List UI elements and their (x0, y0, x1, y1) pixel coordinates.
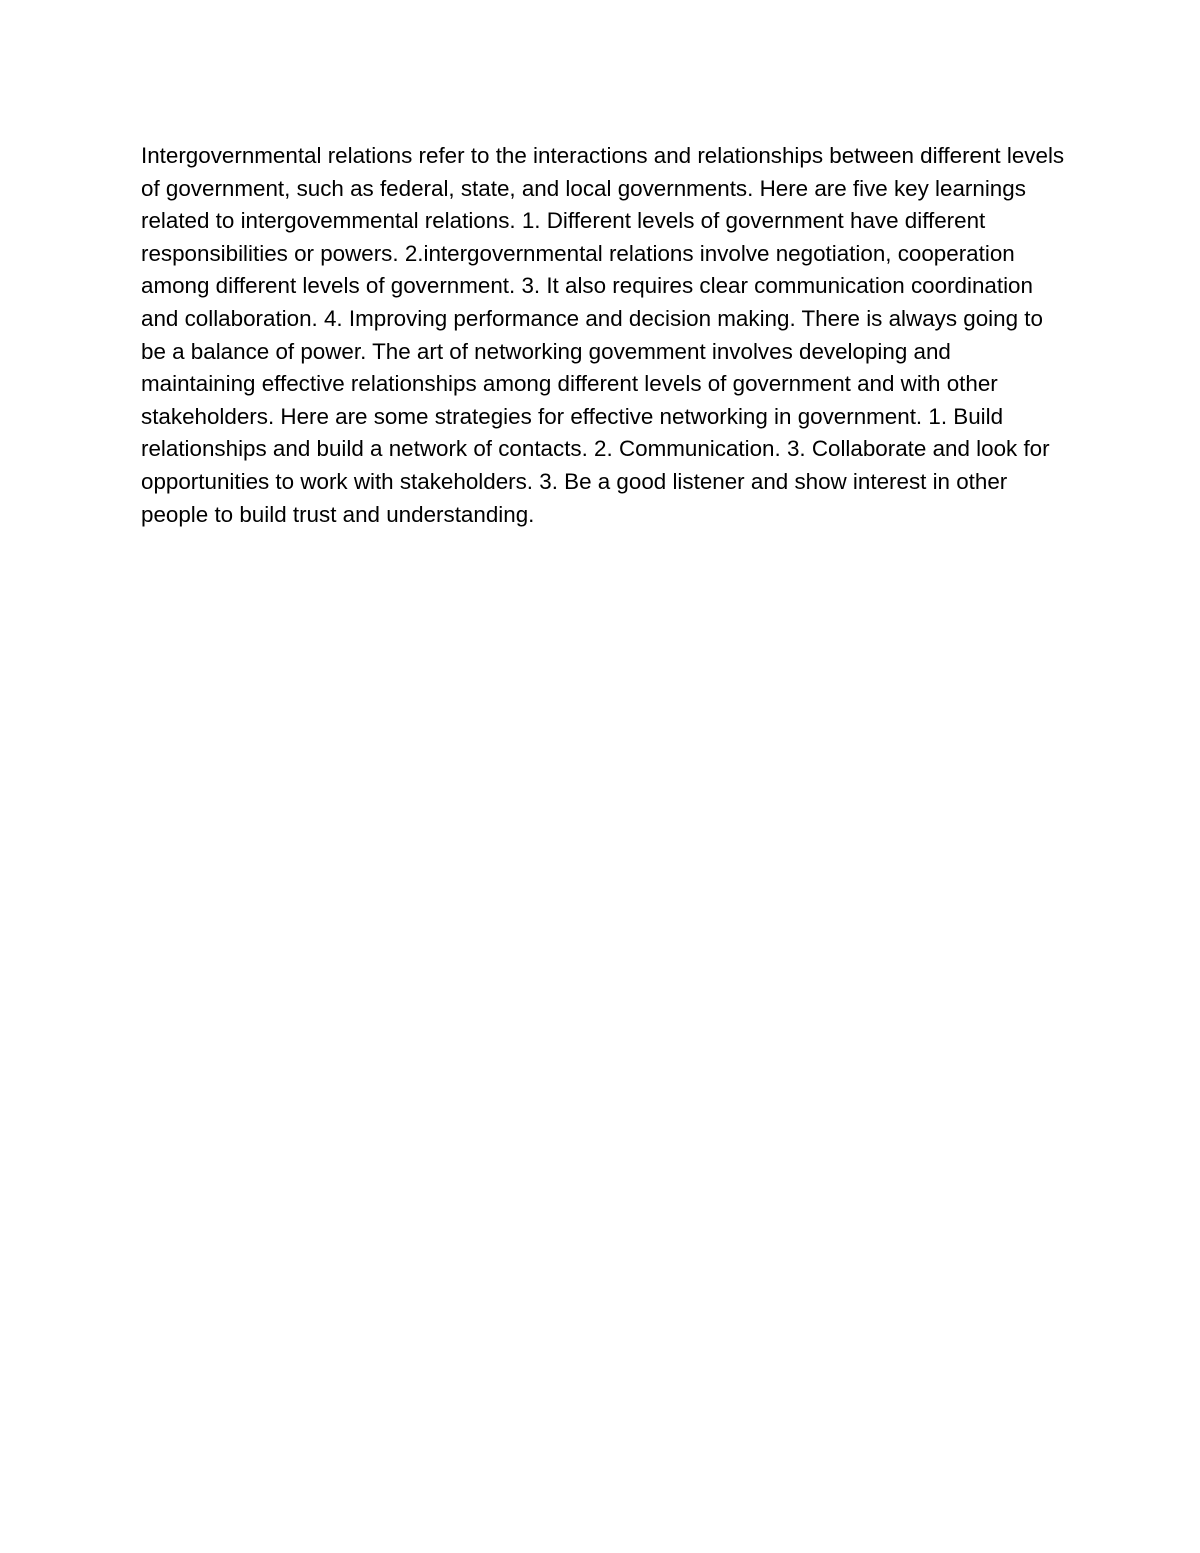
body-paragraph: Intergovernmental relations refer to the interactions and relationships between different levels of government, such as federal, state, and local governments. Here are five key learnings related to intergovemmental relations. 1. Different levels of government have different responsibilities or powers. 2.intergovernmental relations involve negotiation, cooperation among different levels of government. 3. It also requires clear communication coordination and collaboration. 4. Improving performance and decision making. There is always going to be a balance of power. The art of networking govemment involves developing and maintaining effective relationships among different levels of government and with other stakeholders. Here are some strategies for effective networking in government. 1. Build relationships and build a network of contacts. 2. Communication. 3. Collaborate and look for opportunities to work with stakeholders. 3. Be a good listener and show interest in other people to build trust and understanding. (141, 143, 1065, 527)
